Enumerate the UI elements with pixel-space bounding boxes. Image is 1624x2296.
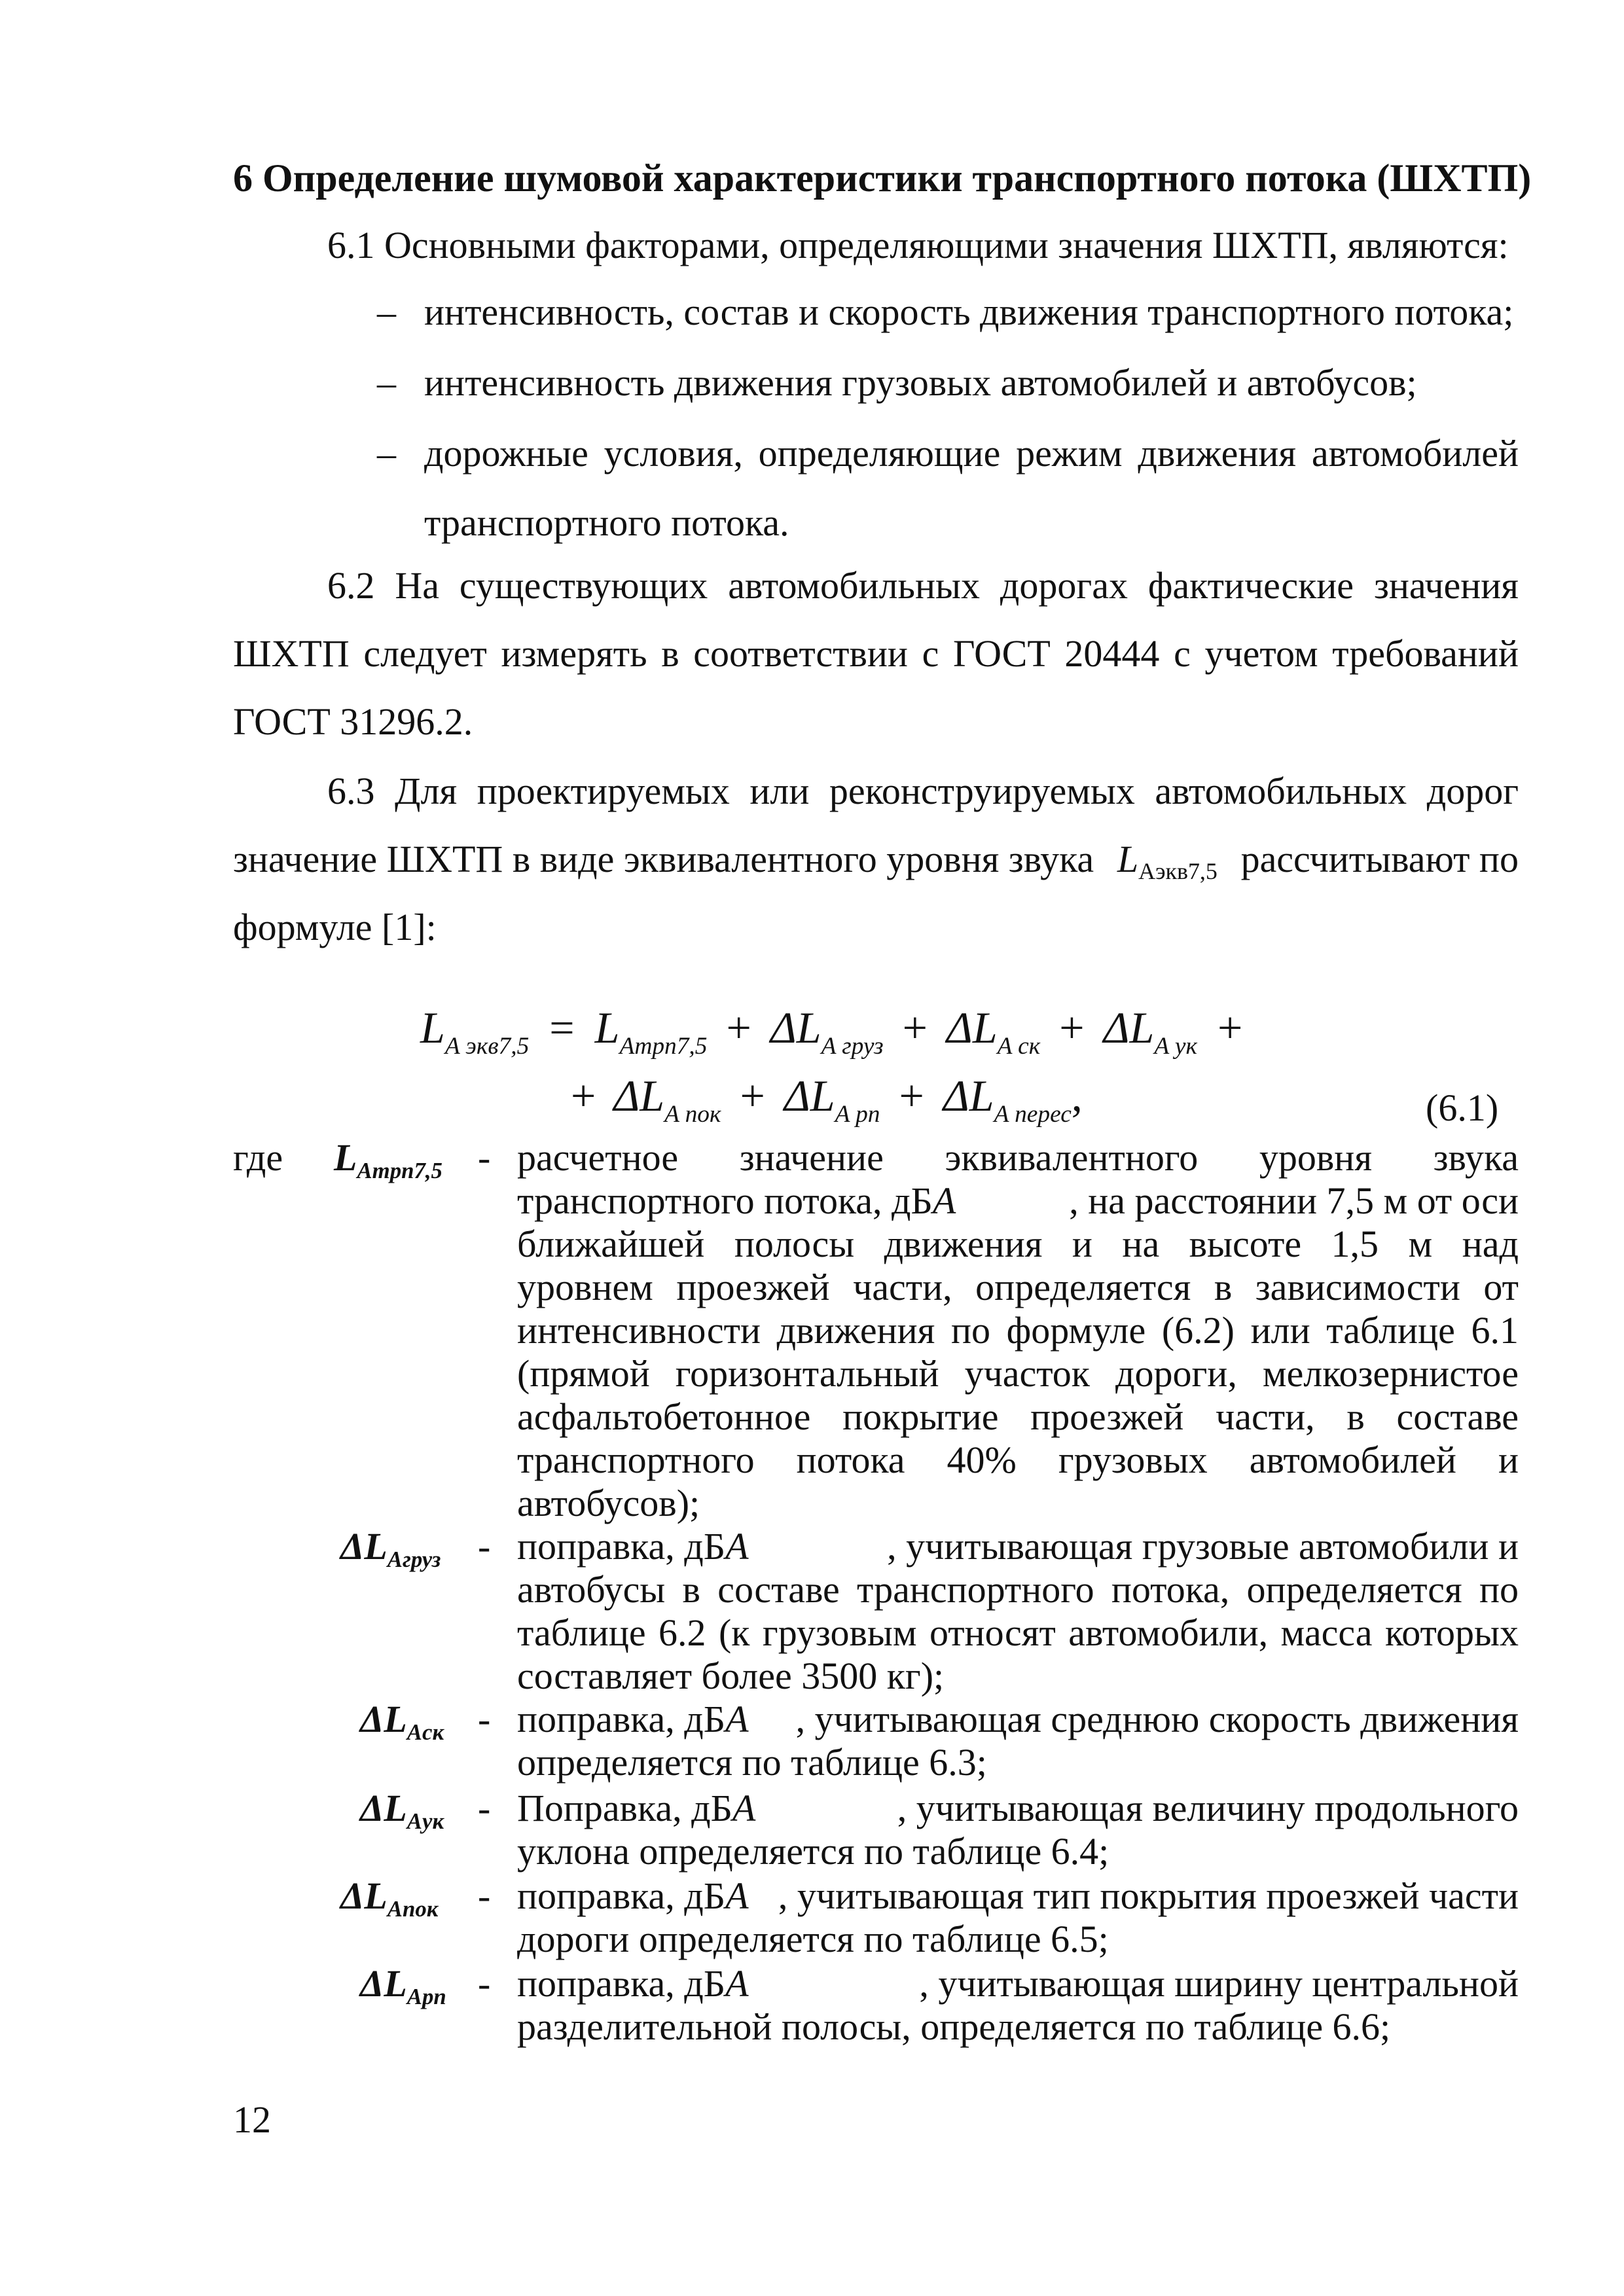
definition-hyphen: - bbox=[478, 1136, 491, 1179]
definition-hyphen: - bbox=[478, 1962, 491, 2005]
def-unit-text: транспортного потока, дБA bbox=[517, 1179, 956, 1222]
p63-text-before: значение ШХТП в виде эквивалентного уровня звука bbox=[233, 838, 1094, 880]
def-unit-text: Поправка, дБA bbox=[517, 1787, 756, 1829]
paragraph-6-3-line bbox=[233, 838, 1519, 884]
definition-hyphen: - bbox=[478, 1787, 491, 1829]
formula-line-2: + $\Delta L_{A пок} + \Delta L_{A рп} + \Delta L_{A перес}$, bbox=[571, 1071, 1083, 1128]
symbol-dL-arp: $\Delta L_{Aрп}$ bbox=[360, 1962, 446, 2010]
definition-line: транспортного потока 40% грузовых автомобилей и bbox=[517, 1439, 1519, 1481]
paragraph-6-3-line: 6.3 Для проектируемых или реконструируемых автомобильных дорог bbox=[327, 770, 1519, 812]
definition-line bbox=[517, 1789, 1519, 1827]
definition-line: определяется по таблице 6.3; bbox=[517, 1741, 987, 1784]
def-unit-text: поправка, дБA bbox=[517, 1698, 749, 1740]
definition-line: составляет более 3500 кг); bbox=[517, 1655, 945, 1697]
definition-line: уровнем проезжей части, определяется в зависимости от bbox=[517, 1266, 1519, 1308]
definition-line: интенсивности движения по формуле (6.2) или таблице 6.1 bbox=[517, 1309, 1519, 1352]
paragraph-6-3-line: формуле [1]: bbox=[233, 906, 437, 948]
def-tail-text: , учитывающая грузовые автомобили и bbox=[887, 1525, 1519, 1568]
paragraph-6-2-line: 6.2 На существующих автомобильных дорогах фактические значения bbox=[327, 564, 1519, 607]
definition-hyphen: - bbox=[478, 1874, 491, 1917]
def-tail-text: , учитывающая величину продольного bbox=[897, 1787, 1519, 1829]
symbol-L-atrp: $L_{Aтрп7,5}$ bbox=[334, 1136, 442, 1184]
definition-line bbox=[517, 1179, 1519, 1222]
def-tail-text: , учитывающая тип покрытия проезжей части bbox=[778, 1874, 1519, 1917]
definition-line bbox=[517, 1525, 1519, 1568]
definition-line bbox=[517, 1700, 1519, 1738]
symbol-dL-agruz: $\Delta L_{Aгруз}$ bbox=[340, 1525, 441, 1573]
definition-line: ближайшей полосы движения и на высоте 1,5 м над bbox=[517, 1223, 1519, 1265]
equation-number: (6.1) bbox=[1426, 1086, 1499, 1129]
paragraph-6-1: 6.1 Основными факторами, определяющими значения ШХТП, являются: bbox=[327, 224, 1509, 266]
definition-hyphen: - bbox=[478, 1698, 491, 1740]
def-tail-text: , учитывающая ширину центральной bbox=[919, 1962, 1519, 2005]
def-unit-text: поправка, дБA bbox=[517, 1874, 749, 1917]
section-heading: 6 Определение шумовой характеристики транспортного потока (ШХТП) bbox=[233, 156, 1532, 200]
formula-line-1: $L_{A экв7,5} = L_{Aтрп7,5} + \Delta L_{A груз} + \Delta L_{A ск} + \Delta L_{A ук}$ + bbox=[420, 1003, 1243, 1060]
def-unit-text: поправка, дБA bbox=[517, 1962, 749, 2005]
symbol-dL-apok: $\Delta L_{Aпок}$ bbox=[340, 1874, 439, 1922]
bullet-item: интенсивность, состав и скорость движения транспортного потока; bbox=[424, 291, 1514, 333]
paragraph-6-2-line: ГОСТ 31296.2. bbox=[233, 700, 473, 743]
symbol-dL-auk: $\Delta L_{Aук}$ bbox=[360, 1787, 444, 1835]
definition-line bbox=[517, 1962, 1519, 2005]
def-tail-text: , на расстоянии 7,5 м от оси bbox=[1069, 1179, 1519, 1222]
bullet-item: дорожные условия, определяющие режим движения автомобилей bbox=[424, 432, 1519, 475]
symbol-dL-ask: $\Delta L_{Aск}$ bbox=[360, 1698, 444, 1746]
paragraph-6-2-line: ШХТП следует измерять в соответствии с ГОСТ 20444 с учетом требований bbox=[233, 632, 1519, 675]
bullet-item-continuation: транспортного потока. bbox=[424, 501, 789, 544]
definition-line: дороги определяется по таблице 6.5; bbox=[517, 1918, 1109, 1960]
definition-line: асфальтобетонное покрытие проезжей части, в составе bbox=[517, 1395, 1519, 1438]
definition-line: таблице 6.2 (к грузовым относят автомобили, масса которых bbox=[517, 1611, 1519, 1654]
definition-line: (прямой горизонтальный участок дороги, мелкозернистое bbox=[517, 1352, 1519, 1395]
definition-line bbox=[517, 1874, 1519, 1917]
definition-line: уклона определяется по таблице 6.4; bbox=[517, 1830, 1110, 1873]
bullet-item: интенсивность движения грузовых автомобилей и автобусов; bbox=[424, 361, 1417, 404]
def-tail-text: , учитывающая среднюю скорость движения bbox=[795, 1698, 1519, 1740]
def-unit-text: поправка, дБA bbox=[517, 1525, 749, 1568]
definition-line: автобусы в составе транспортного потока, определяется по bbox=[517, 1568, 1519, 1611]
bullet-dash: – bbox=[377, 432, 396, 475]
bullet-dash: – bbox=[377, 291, 396, 333]
definition-line: автобусов); bbox=[517, 1482, 700, 1524]
page-number: 12 bbox=[233, 2098, 271, 2141]
bullet-dash: – bbox=[377, 361, 396, 404]
p63-symbol: $L_{Aэкв7,5}$ bbox=[1117, 838, 1218, 884]
p63-text-after: рассчитывают по bbox=[1240, 838, 1519, 880]
definition-line: разделительной полосы, определяется по таблице 6.6; bbox=[517, 2005, 1391, 2048]
definition-line: расчетное значение эквивалентного уровня звука bbox=[517, 1136, 1519, 1179]
where-label: где bbox=[233, 1136, 283, 1179]
definition-hyphen: - bbox=[478, 1525, 491, 1568]
